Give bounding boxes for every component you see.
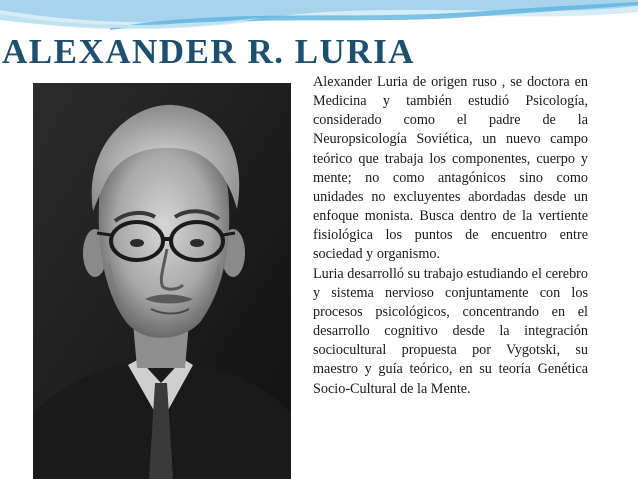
biography-paragraph-1: Alexander Luria de origen ruso , se doctora en Medicina y también estudió Psicología, considerado como el padre de la Neuropsicología Soviética, un nuevo campo teórico que trabaja los componentes, cuerpo y mente; no como antagónicos sino como unidades no excluyentes abordadas desde un enfoque monista. Busca dentro de la vertiente fisiológica los puntos de encuentro entre sociedad y organismo. — [313, 74, 588, 263]
biography-paragraph-2: Luria desarrolló su trabajo estudiando el cerebro y sistema nervioso conjuntamente con los procesos psicológicos, concentrando en el desarrollo cognitivo desde la integración sociocultural propuesta por Vygotski, su maestro y guía teórico, en su teoría Genética Socio-Cultural de la Mente. — [313, 265, 588, 397]
slide-title: ALEXANDER R. LURIA — [2, 32, 416, 71]
biography-text — [313, 73, 588, 399]
portrait-photo — [33, 83, 291, 479]
